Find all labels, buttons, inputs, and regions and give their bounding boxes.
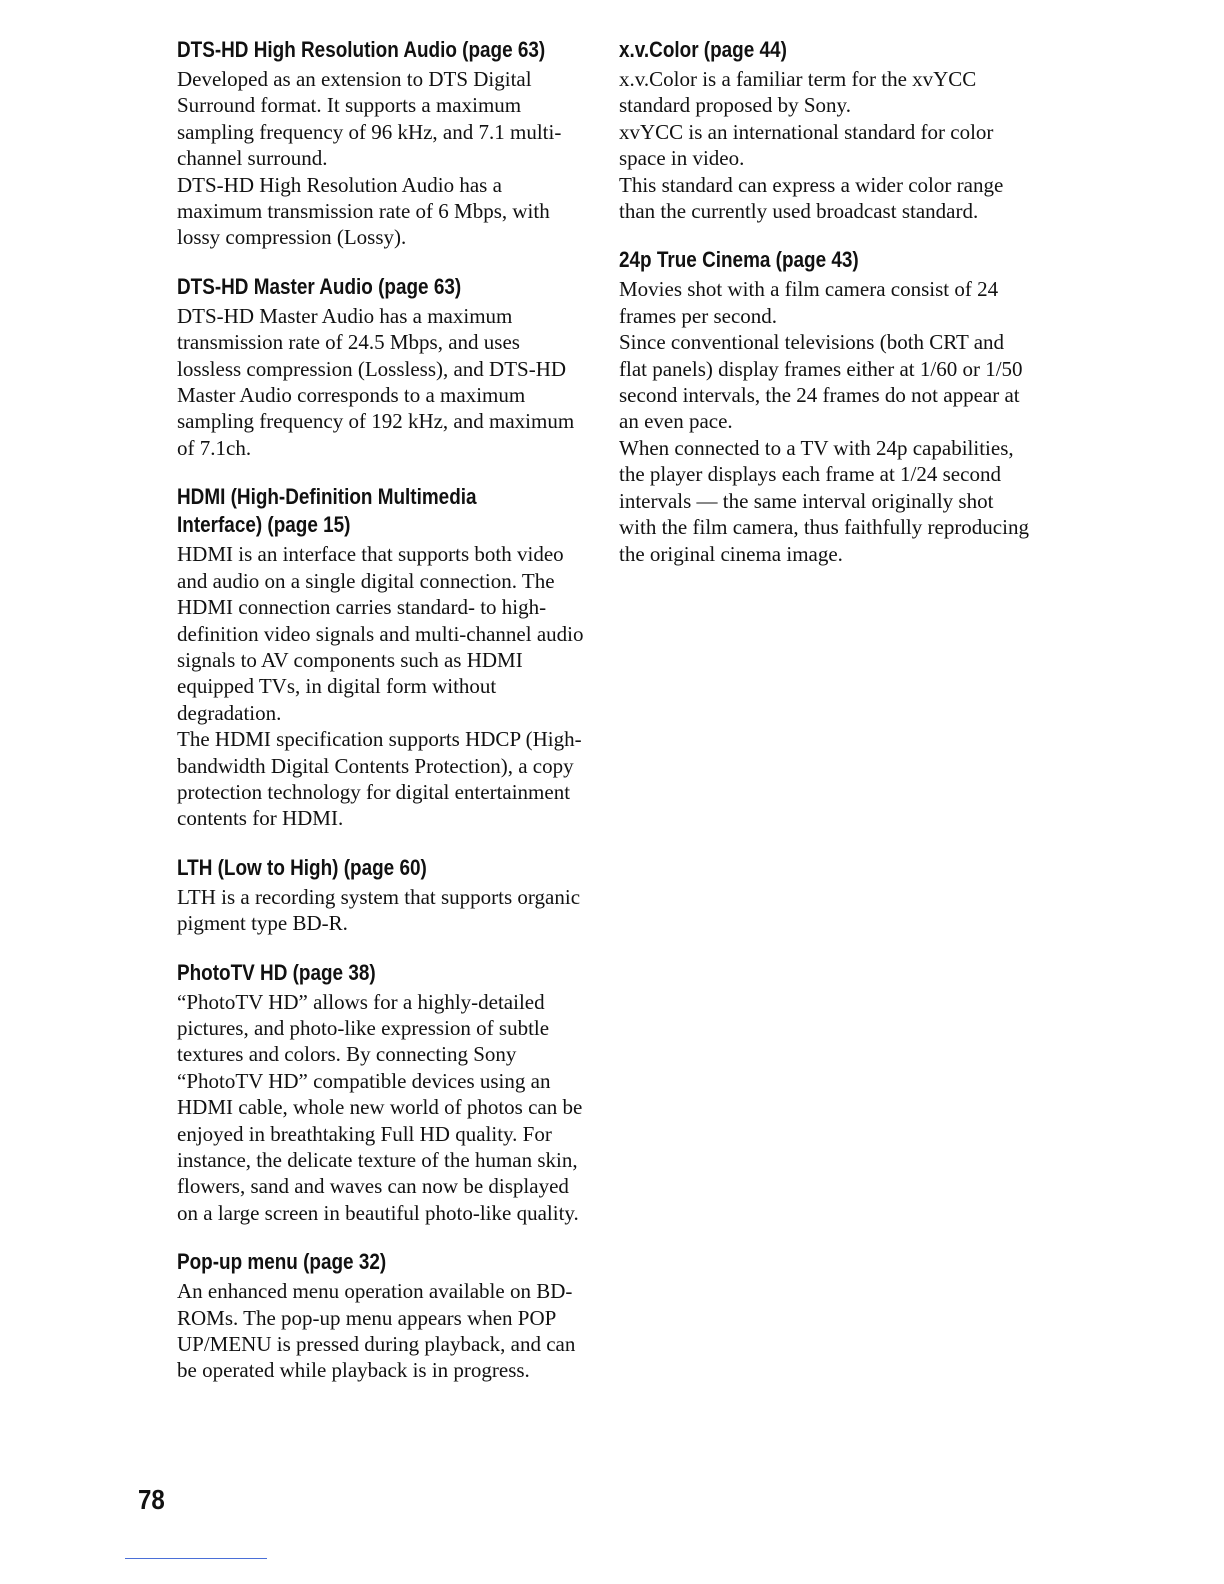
entry-paragraph: HDMI is an interface that supports both video and audio on a single digital connection. The HDMI connection carries standard- to high-definition video signals and multi-channel audio signals to AV components such as HDMI equipped TVs, in digital form without degradation.: [177, 542, 584, 725]
glossary-entry-dts-hd-master-audio: [177, 273, 587, 461]
entry-paragraph: Developed as an extension to DTS Digital Surround format. It supports a maximum sampling frequency of 96 kHz, and 7.1 multi-channel surround.: [177, 67, 562, 171]
glossary-right-column: [619, 36, 1029, 589]
entry-paragraph: Since conventional televisions (both CRT and flat panels) display frames either at 1/60 or 1/50 second intervals, the 24 frames do not appear at an even pace.: [619, 330, 1023, 434]
entry-paragraph: xvYCC is an international standard for color space in video.: [619, 119, 994, 171]
glossary-entry-dts-hd-high-resolution: [177, 36, 587, 251]
entry-paragraph: When connected to a TV with 24p capabilities, the player displays each frame at 1/24 second intervals — the same interval originally shot with the film camera, thus faithfully reproducing the original cinema image.: [619, 435, 1029, 566]
entry-paragraph: An enhanced menu operation available on BD-ROMs. The pop-up menu appears when POP UP/MENU is pressed during playback, and can be operated while playback is in progress.: [177, 1279, 576, 1383]
entry-paragraph: “PhotoTV HD” allows for a highly-detailed pictures, and photo-like expression of subtle textures and colors. By connecting Sony “PhotoTV HD” compatible devices using an HDMI cable, whole new world of photos can be enjoyed in breathtaking Full HD quality. For instance, the delicate texture of the human skin, flowers, sand and waves can now be displayed on a large screen in beautiful photo-like quality.: [177, 989, 583, 1225]
glossary-entry-xv-color: [619, 36, 1029, 224]
entry-paragraph: x.v.Color is a familiar term for the xvYCC standard proposed by Sony.: [619, 67, 977, 118]
entry-term: PhotoTV HD (page 38): [177, 959, 376, 985]
footer-rule: [125, 1558, 267, 1559]
page-number: 78: [138, 1484, 165, 1515]
entry-paragraph: DTS-HD Master Audio has a maximum transmission rate of 24.5 Mbps, and uses lossless compression (Lossless), and DTS-HD Master Audio corresponds to a maximum sampling frequency of 192 kHz, and maximum of 7.1ch.: [177, 303, 575, 460]
entry-term: DTS-HD High Resolution Audio (page 63): [177, 37, 546, 62]
entry-paragraph: LTH is a recording system that supports organic pigment type BD-R.: [177, 884, 581, 936]
glossary-left-column: [177, 36, 587, 1406]
glossary-entry-pop-up-menu: [177, 1248, 587, 1384]
entry-term: LTH (Low to High) (page 60): [177, 854, 427, 880]
glossary-entry-phototv-hd: [177, 959, 587, 1227]
entry-term: Pop-up menu (page 32): [177, 1249, 387, 1275]
entry-term: DTS-HD Master Audio (page 63): [177, 273, 462, 299]
entry-paragraph: Movies shot with a film camera consist of 24 frames per second.: [619, 277, 999, 328]
glossary-entry-lth: [177, 854, 587, 937]
entry-paragraph: DTS-HD High Resolution Audio has a maximum transmission rate of 6 Mbps, with lossy compression (Lossy).: [177, 172, 550, 250]
glossary-entry-hdmi: [177, 483, 587, 831]
entry-term: HDMI (High-Definition Multimedia Interface) (page 15): [177, 484, 477, 538]
entry-term: 24p True Cinema (page 43): [619, 247, 859, 273]
entry-paragraph: This standard can express a wider color range than the currently used broadcast standard.: [619, 172, 1004, 224]
entry-paragraph: The HDMI specification supports HDCP (High-bandwidth Digital Contents Protection), a copy protection technology for digital entertainment contents for HDMI.: [177, 727, 582, 831]
entry-term: x.v.Color (page 44): [619, 37, 787, 62]
glossary-entry-24p-true-cinema: [619, 246, 1029, 566]
